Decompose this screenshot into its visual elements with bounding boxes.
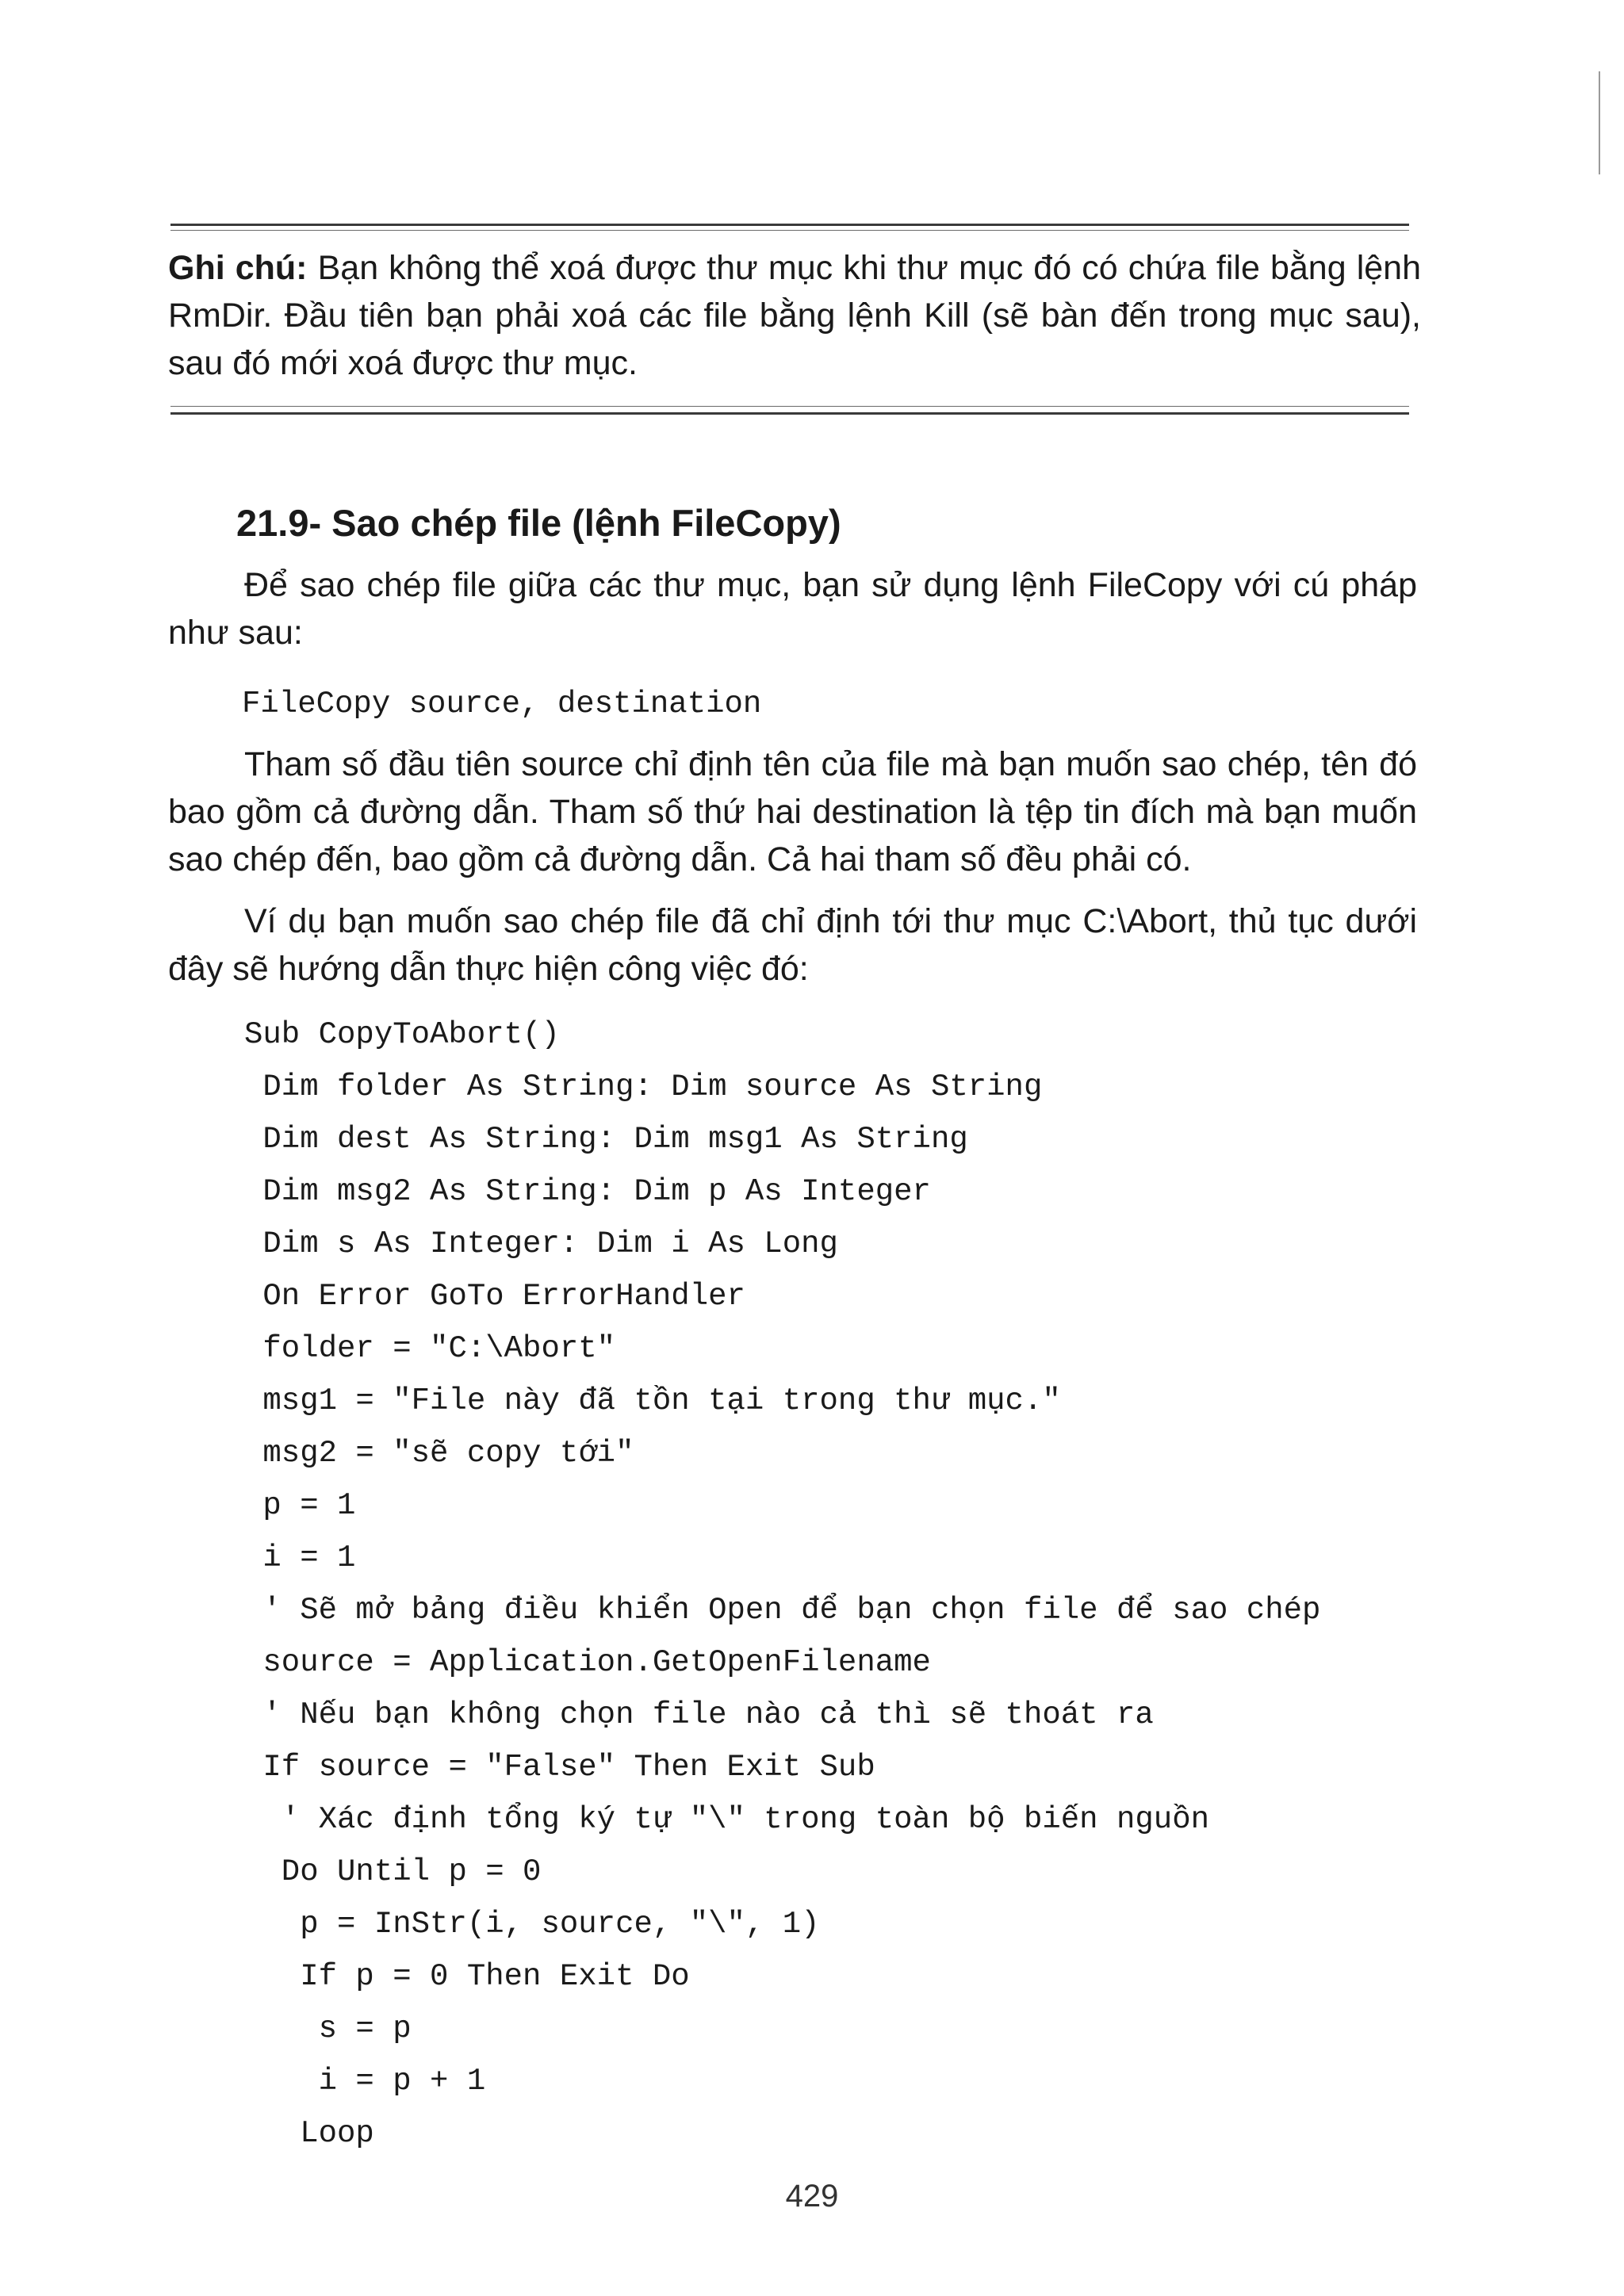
code-line: Do Until p = 0 [244,1854,542,1889]
code-line: Dim dest As String: Dim msg1 As String [244,1122,968,1157]
parameter-paragraph: Tham số đầu tiên source chỉ định tên của file mà bạn muốn sao chép, tên đó bao gồm cả đường dẫn. Tham số thứ hai destination là tệp tin đích mà bạn muốn sao chép đến, bao gồm cả đường dẫn. Cả hai tham số đều phải có. [168,745,1417,878]
code-line: Loop [244,2116,374,2151]
page-number: 429 [785,2179,839,2214]
section-heading: 21.9- Sao chép file (lệnh FileCopy) [236,502,841,544]
note-text: Bạn không thể xoá được thư mục khi thư mục đó có chứa file bằng lệnh RmDir. Đầu tiên bạn phải xoá các file bằng lệnh Kill (sẽ bàn đến trong mục sau), sau đó mới xoá được thư mục. [168,249,1421,382]
intro-paragraph: Để sao chép file giữa các thư mục, bạn sử dụng lệnh FileCopy với cú pháp như sau: [168,566,1417,652]
code-line: ' Sẽ mở bảng điều khiển Open để bạn chọn file để sao chép [244,1593,1321,1628]
code-line: Dim folder As String: Dim source As String [244,1070,1043,1104]
code-line: s = p [244,2011,412,2046]
code-line: p = 1 [244,1488,356,1523]
code-line: ' Xác định tổng ký tự "\" trong toàn bộ biến nguồn [244,1802,1209,1837]
code-line: i = p + 1 [244,2064,486,2099]
code-line: Sub CopyToAbort() [244,1017,560,1052]
example-intro-paragraph: Ví dụ bạn muốn sao chép file đã chỉ định tới thư mục C:\Abort, thủ tục dưới đây sẽ hướng dẫn thực hiện công việc đó: [168,902,1417,988]
code-line: If source = "False" Then Exit Sub [244,1750,875,1785]
code-line: msg2 = "sẽ copy tới" [244,1436,634,1471]
code-block [244,1008,1320,2160]
code-line: Dim msg2 As String: Dim p As Integer [244,1174,931,1209]
scan-margin-mark [1599,71,1600,174]
code-line: folder = "C:\Abort" [244,1331,616,1366]
code-line: ' Nếu bạn không chọn file nào cả thì sẽ thoát ra [244,1697,1154,1732]
code-line: p = InStr(i, source, "\", 1) [244,1907,820,1942]
code-line: On Error GoTo ErrorHandler [244,1279,745,1314]
code-line: source = Application.GetOpenFilename [244,1645,931,1680]
note-bottom-rule [170,412,1409,415]
note-top-rule [170,224,1409,226]
code-line: msg1 = "File này đã tồn tại trong thư mục." [244,1383,1061,1418]
note-top-rule-thin [170,230,1409,231]
code-line: i = 1 [244,1540,356,1575]
syntax-line: FileCopy source, destination [242,687,762,721]
note-bottom-rule-thin [170,406,1409,407]
note-box [168,244,1421,387]
code-line: Dim s As Integer: Dim i As Long [244,1226,838,1261]
code-line: If p = 0 Then Exit Do [244,1959,690,1994]
note-label: Ghi chú: [168,249,308,287]
